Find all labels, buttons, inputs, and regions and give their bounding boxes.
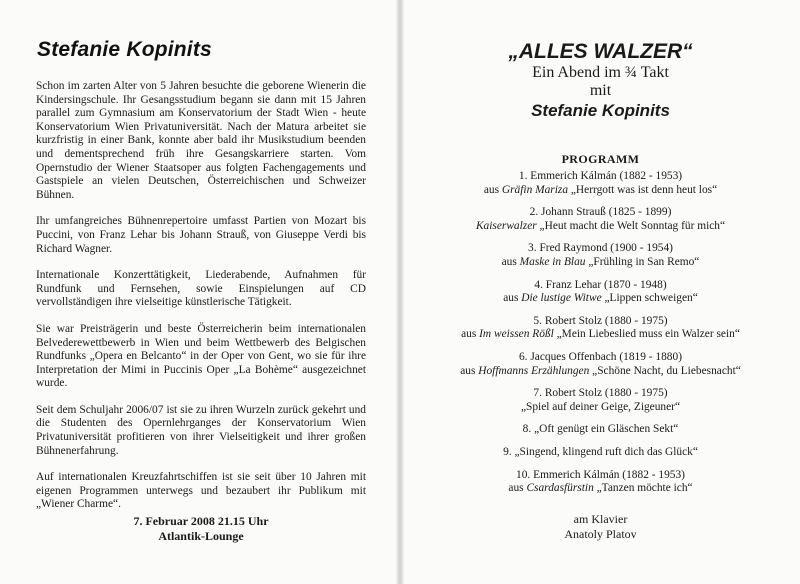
piece-prefix: aus: [501, 255, 520, 268]
piece-song: „Tanzen möchte ich“: [593, 482, 693, 495]
program-item: [401, 242, 800, 269]
program-composer: 9. „Singend, klingend ruft dich das Glück“: [503, 445, 698, 458]
piece-song: „Spiel auf deiner Geige, Zigeuner“: [520, 400, 681, 413]
piece-song: „Heut macht die Welt Sonntag für mich“: [536, 219, 726, 232]
concert-header: [401, 40, 800, 122]
bio-paragraph: Ihr umfangreiches Bühnenrepertoire umfasst Partien von Mozart bis Puccini, von Franz Lehar bis Johann Strauß, von Giuseppe Verdi bis Richard Wagner.: [36, 215, 366, 255]
bio-paragraph: Auf internationalen Kreuzfahrtschiffen ist sie seit über 10 Jahren mit eigenen Programmen unterwegs und bezaubert ihr Publikum mit „Wiener Charme“.: [36, 471, 366, 511]
program-composer: 8. „Oft genügt ein Gläschen Sekt“: [522, 423, 679, 436]
piece-prefix: aus: [461, 328, 480, 341]
piece-prefix: aus: [503, 292, 522, 305]
program-item: [401, 170, 800, 197]
piece-song: „Frühling in San Remo“: [585, 255, 700, 268]
concert-subtitle: Ein Abend im ¾ Takt: [532, 64, 669, 81]
accompanist-name: Anatoly Platov: [564, 526, 637, 541]
program-list: [401, 170, 800, 505]
program-item: [401, 351, 800, 378]
event-info: [36, 514, 366, 543]
piece-work: Maske in Blau: [519, 255, 586, 268]
piece-work: Hoffmanns Erzählungen: [478, 364, 590, 377]
artist-name: Stefanie Kopinits: [531, 101, 670, 120]
piece-song: „Mein Liebeslied muss ein Walzer sein“: [553, 328, 740, 341]
piece-prefix: aus: [508, 482, 527, 495]
bio-paragraph: Internationale Konzerttätigkeit, Liederabende, Aufnahmen für Rundfunk und Fernsehen, sowie Einspielungen auf CD vervollständigen ihre vielseitige künstlerische Tätigkeit.: [36, 269, 366, 309]
program-piece: [401, 365, 800, 379]
program-item: [401, 469, 800, 496]
concert-title: „ALLES WALZER“: [508, 40, 693, 63]
piece-song: „Herrgott was ist denn heut los“: [568, 183, 718, 196]
program-composer: 7. Robert Stolz (1880 - 1975): [533, 387, 668, 400]
program-composer: 1. Emmerich Kálmán (1882 - 1953): [518, 170, 683, 182]
piece-work: Die lustige Witwe: [521, 292, 602, 305]
with-label: mit: [589, 82, 612, 99]
piece-work: Gräfin Mariza: [501, 183, 569, 196]
bio-title: Stefanie Kopinits: [37, 38, 212, 61]
program-item: [401, 279, 800, 306]
program-piece: [401, 401, 800, 415]
program-item: [401, 387, 800, 414]
bio-paragraph: Sie war Preisträgerin und beste Österreicherin beim internationalen Belvederewettbewerb in Wien und beim Wettbewerb des Belgischen Rundfunks „Opera en Belcanto“ in der Oper von Gent, wo sie für ihre Interpretation der Mimi in Puccinis Oper „La Bohème“ ausgezeichnet wurde.: [36, 322, 366, 390]
event-venue: Atlantik-Lounge: [158, 528, 244, 543]
piece-song: „Lippen schweigen“: [601, 292, 698, 305]
piece-prefix: aus: [483, 183, 502, 196]
accompaniment-label: am Klavier: [573, 512, 628, 526]
piece-song: „Schöne Nacht, du Liebesnacht“: [589, 364, 741, 377]
program-item: [401, 423, 800, 437]
program-item: [401, 206, 800, 233]
program-piece: [401, 292, 800, 306]
program-piece: [401, 328, 800, 342]
bio-paragraph: Schon im zarten Alter von 5 Jahren besuchte die geborene Wienerin die Kindersingschule. Ihr Gesangsstudium begann sie dann mit 15 Jahren parallel zum Gymnasium am Konservatorium der Stadt Wien - heute Konservatorium Wien Privatuniversität. Nach der Matura arbeitet sie kurzfristig in einer Bank, konnte aber bald ihr Musikstudium beenden und dementsprechend früh ihre Gesangskarriere starten. Vom Opernstudio der Wiener Staatsoper aus folgten Fachengagements und Gastspiele an vielen Deutschen, Österreichischen und Schweizer Bühnen.: [36, 80, 366, 201]
program-composer: 10. Emmerich Kálmán (1882 - 1953): [516, 468, 685, 481]
program-composer: 5. Robert Stolz (1880 - 1975): [533, 314, 668, 327]
accompaniment: [401, 512, 800, 541]
program-piece: [401, 220, 800, 234]
program-piece: [401, 184, 800, 198]
piece-work: Im weissen Rößl: [479, 328, 554, 341]
program-item: [401, 315, 800, 342]
piece-work: Csardasfürstin: [526, 482, 594, 495]
program-composer: 3. Fred Raymond (1900 - 1954): [528, 242, 673, 255]
program-composer: 6. Jacques Offenbach (1819 - 1880): [518, 350, 682, 363]
program-item: [401, 446, 800, 460]
program-composer: 4. Franz Lehar (1870 - 1948): [534, 278, 667, 291]
program-piece: [401, 482, 800, 496]
event-date: 7. Februar 2008 21.15 Uhr: [133, 514, 269, 528]
biography-text: [36, 80, 366, 525]
program-composer: 2. Johann Strauß (1825 - 1899): [529, 206, 672, 219]
piece-work: Kaiserwalzer: [475, 219, 537, 232]
piece-prefix: aus: [460, 364, 479, 377]
bio-paragraph: Seit dem Schuljahr 2006/07 ist sie zu ihren Wurzeln zurück gekehrt und die Studenten des Opernlehrganges der Konservatorium Wien Privatuniversität profitieren von ihrer Vielseitigkeit und ihrer großen Bühnenerfahrung.: [36, 403, 366, 457]
program-piece: [401, 256, 800, 270]
program-heading: PROGRAMM: [561, 152, 640, 166]
